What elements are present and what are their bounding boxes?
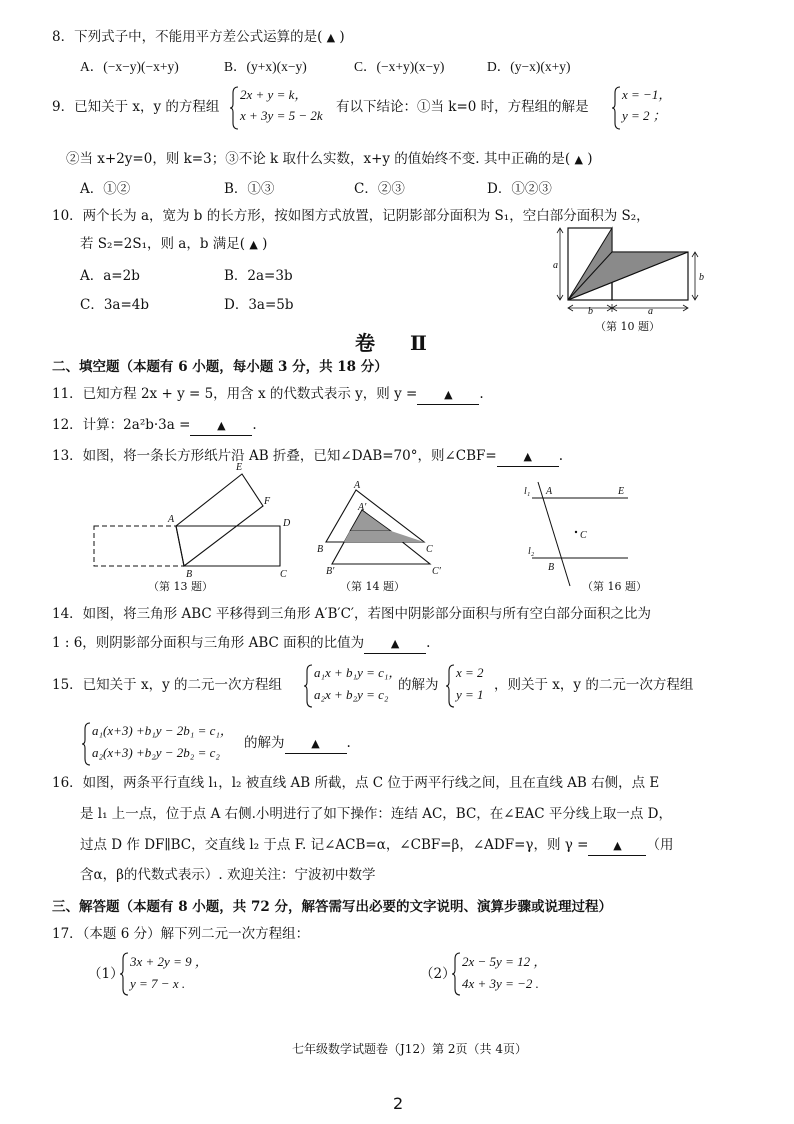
q16-line1: 16．如图，两条平行直线 l₁，l₂ 被直线 AB 所截，点 C 位于两平行线之间，且在直线 AB 右侧，点 E bbox=[52, 775, 660, 791]
answer-mark: ▲ bbox=[444, 388, 453, 401]
q15-system2-eq1: a₁(x+3) +b₁y − 2b₁ = c₁， bbox=[92, 723, 233, 738]
q16-line3: 过点 D 作 DF∥BC，交直线 l₂ 于点 F. 记∠ACB=α，∠CBF=β，∠ADF=γ，则 γ = ▲ （用 bbox=[80, 836, 673, 856]
q15-system-eq2: a₂x + b₂y = c₂ bbox=[314, 687, 389, 702]
figure-13 bbox=[88, 460, 303, 582]
q15-solution-x: x = 2 bbox=[456, 665, 484, 680]
answer-mark: ▲ bbox=[574, 153, 583, 166]
q10-stem-a: 10．两个长为 a，宽为 b 的长方形，按如图方式放置，记阴影部分面积为 S₁，空白部分面积为 S₂， bbox=[52, 208, 650, 224]
answer-mark: ▲ bbox=[326, 31, 336, 44]
section-2-title: 二、填空题（本题有 6 小题，每小题 3 分，共 18 分） bbox=[52, 359, 388, 375]
label-B: B bbox=[548, 562, 555, 573]
q9-solution-y: y = 2 ； bbox=[622, 108, 666, 123]
q9-stem-b: 有以下结论：①当 k=0 时，方程组的解是 bbox=[336, 99, 589, 115]
q9-stem-a: 9．已知关于 x，y 的方程组 bbox=[52, 99, 220, 115]
q17-part1-eq1: 3x + 2y = 9 ， bbox=[130, 954, 208, 969]
label-l1: l₁ bbox=[524, 486, 531, 497]
q10-option-d: D．3a=5b bbox=[224, 297, 294, 313]
page-number: 2 bbox=[393, 1094, 404, 1113]
q14-stem-a: 14．如图，将三角形 ABC 平移得到三角形 A′B′C′，若图中阴影部分面积与所有空白部分面积之比为 bbox=[52, 606, 651, 622]
label-b-bottom: b bbox=[588, 306, 593, 317]
q15-stem-b: 的解为 bbox=[398, 677, 439, 693]
label-B: B bbox=[317, 544, 324, 555]
q15-system-eq1: a₁x + b₁y = c₁， bbox=[314, 665, 402, 680]
brace-icon bbox=[446, 664, 456, 708]
q10-option-b: B．2a=3b bbox=[224, 268, 293, 284]
q15-stem-c: ，则关于 x，y 的二元一次方程组 bbox=[494, 677, 694, 693]
figure-13-caption: （第 13 题） bbox=[148, 580, 213, 593]
q15-stem-d: 的解为 ▲ . bbox=[244, 734, 351, 754]
figure-10 bbox=[548, 224, 708, 320]
q9-option-a: A．①② bbox=[80, 181, 131, 197]
q13-stem: 13．如图，将一条长方形纸片沿 AB 折叠，已知∠DAB=70°，则∠CBF= ▲ . bbox=[52, 447, 563, 467]
q9-solution-x: x = −1， bbox=[622, 87, 672, 102]
q9-system-eq1: 2x + y = k， bbox=[240, 87, 308, 102]
label-a-left: a bbox=[553, 260, 558, 271]
q9-option-d: D．①②③ bbox=[487, 181, 552, 197]
q17-stem: 17．（本题 6 分）解下列二元一次方程组： bbox=[52, 926, 310, 942]
figure-14 bbox=[312, 480, 452, 578]
q9-option-c: C．②③ bbox=[354, 181, 405, 197]
label-a-bottom: a bbox=[648, 306, 653, 317]
q8-option-c: C．(−x+y)(x−y) bbox=[354, 59, 445, 74]
answer-mark: ▲ bbox=[523, 450, 532, 463]
q17-part1-eq2: y = 7 − x . bbox=[130, 976, 186, 991]
brace-icon bbox=[230, 86, 240, 130]
q8-option-b: B．(y+x)(x−y) bbox=[224, 59, 307, 74]
answer-mark: ▲ bbox=[311, 737, 320, 750]
figure-16 bbox=[520, 480, 640, 590]
label-E: E bbox=[618, 486, 625, 497]
q15-system2-eq2: a₂(x+3) +b₂y − 2b₂ = c₂ bbox=[92, 745, 220, 760]
q12-stem: 12．计算：2a²b·3a = ▲ . bbox=[52, 416, 257, 436]
answer-mark: ▲ bbox=[249, 238, 258, 251]
q16-line4: 含α，β的代数式表示）. 欢迎关注：宁波初中数学 bbox=[80, 867, 376, 883]
brace-icon bbox=[452, 952, 462, 996]
q8-option-d: D．(y−x)(x+y) bbox=[487, 59, 571, 74]
brace-icon bbox=[120, 952, 130, 996]
label-C: C bbox=[280, 569, 287, 580]
q15-solution-y: y = 1 bbox=[456, 687, 484, 702]
page-footer: 七年级数学试题卷（J12）第 2页（共 4页） bbox=[292, 1042, 527, 1056]
brace-icon bbox=[82, 722, 92, 766]
q14-stem-b: 1 : 6，则阴影部分面积与三角形 ABC 面积的比值为 ▲ . bbox=[52, 634, 430, 654]
part-title: 卷 Ⅱ bbox=[355, 331, 441, 355]
q9-option-b: B．①③ bbox=[224, 181, 275, 197]
label-C-prime: C′ bbox=[432, 566, 441, 577]
brace-icon bbox=[612, 86, 622, 130]
label-C: C bbox=[426, 544, 433, 555]
q8-stem: 8．下列式子中，不能用平方差公式运算的是( ▲ ) bbox=[52, 29, 345, 45]
q15-stem-a: 15．已知关于 x，y 的二元一次方程组 bbox=[52, 677, 283, 693]
label-A-prime: A′ bbox=[358, 502, 367, 513]
q17-part2-eq1: 2x − 5y = 12 ， bbox=[462, 954, 547, 969]
label-F: F bbox=[264, 496, 271, 507]
q10-stem-b: 若 S₂=2S₁，则 a，b 满足( ▲ ) bbox=[80, 236, 268, 252]
q9-stem-c: ②当 x+2y=0，则 k=3；③不论 k 取什么实数，x+y 的值始终不变. 其中正确的是( ▲ ) bbox=[66, 151, 593, 167]
q17-part1-label: （1） bbox=[88, 966, 124, 982]
label-B: B bbox=[186, 569, 193, 580]
answer-mark: ▲ bbox=[390, 637, 400, 650]
label-A: A bbox=[354, 480, 361, 491]
q17-part2-label: （2） bbox=[420, 966, 456, 982]
answer-mark: ▲ bbox=[217, 419, 226, 432]
q10-option-a: A．a=2b bbox=[80, 268, 140, 284]
q9-system-eq2: x + 3y = 5 − 2k bbox=[240, 108, 323, 123]
q10-option-c: C．3a=4b bbox=[80, 297, 150, 313]
q8-option-a: A．(−x−y)(−x+y) bbox=[80, 59, 179, 74]
label-C: C bbox=[580, 530, 587, 541]
label-B-prime: B′ bbox=[326, 566, 335, 577]
q11-stem: 11．已知方程 2x + y = 5，用含 x 的代数式表示 y，则 y = ▲ . bbox=[52, 385, 484, 405]
figure-16-caption: （第 16 题） bbox=[582, 580, 647, 593]
label-l2: l₂ bbox=[528, 546, 535, 557]
label-b-right: b bbox=[699, 272, 704, 283]
section-3-title: 三、解答题（本题有 8 小题，共 72 分，解答需写出必要的文字说明、演算步骤或说理过程） bbox=[52, 899, 612, 915]
label-A: A bbox=[168, 514, 175, 525]
answer-mark: ▲ bbox=[613, 839, 622, 852]
brace-icon bbox=[304, 664, 314, 708]
label-E: E bbox=[236, 462, 243, 473]
label-A: A bbox=[546, 486, 553, 497]
figure-14-caption: （第 14 题） bbox=[340, 580, 405, 593]
label-D: D bbox=[283, 518, 291, 529]
q17-part2-eq2: 4x + 3y = −2 . bbox=[462, 976, 539, 991]
q16-line2: 是 l₁ 上一点，位于点 A 右侧.小明进行了如下操作：连结 AC，BC，在∠EAC 平分线上取一点 D， bbox=[80, 806, 672, 822]
figure-10-caption: （第 10 题） bbox=[595, 320, 660, 333]
